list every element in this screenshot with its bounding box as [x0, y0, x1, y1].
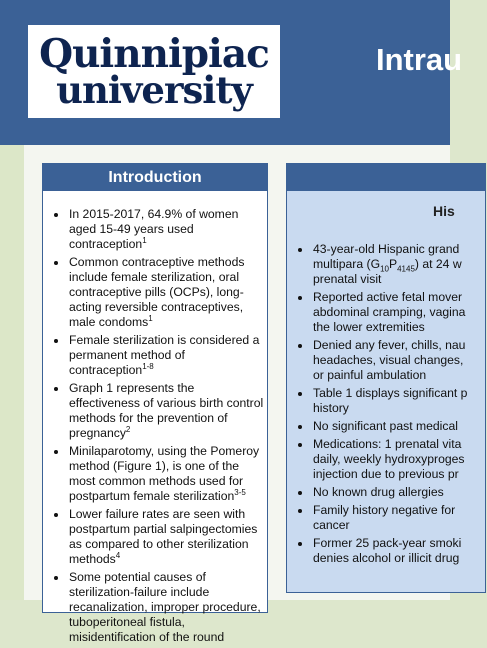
- history-item: [287, 338, 487, 383]
- intro-item: [43, 570, 267, 645]
- citation: 3-5: [234, 487, 246, 497]
- history-line: cancer: [313, 518, 350, 532]
- history-line: daily, weekly hydroxyproges: [313, 452, 465, 466]
- history-line: Medications: 1 prenatal vita: [313, 437, 462, 451]
- logo-text-line1: Quinnipiac: [39, 30, 269, 77]
- history-line: prenatal visit: [313, 272, 382, 286]
- bullet-icon: [54, 261, 58, 265]
- history-line: 43-year-old Hispanic grand: [313, 242, 460, 256]
- bullet-icon: [54, 450, 58, 454]
- intro-item-text: Female sterilization is considered a permanent method of contraception: [69, 333, 260, 377]
- history-item: [287, 419, 487, 434]
- bullet-icon: [54, 213, 58, 217]
- history-line: No significant past medical: [313, 419, 458, 433]
- history-item: [287, 485, 487, 500]
- intro-item-text: Lower failure rates are seen with postpartum partial salpingectomies as compared to other sterilization methods: [69, 507, 258, 566]
- history-item: [287, 536, 487, 566]
- history-line: injection due to previous pr: [313, 467, 459, 481]
- intro-item-text: Common contraceptive methods include female sterilization, oral contraceptive pills (OCPs), long-acting reversible contraceptives, male condoms: [69, 255, 245, 329]
- history-line: Reported active fetal mover: [313, 290, 463, 304]
- intro-item: [43, 507, 267, 567]
- history-item: [287, 386, 487, 416]
- history-line: history: [313, 401, 349, 415]
- logo-text-line2: university: [56, 67, 252, 112]
- citation: 1-8: [142, 361, 154, 371]
- bullet-icon: [298, 509, 302, 513]
- intro-item-text: Some potential causes of sterilization-failure include recanalization, improper procedure, tuboperitoneal fistula, misidentification of the round: [69, 570, 261, 644]
- bullet-icon: [298, 296, 302, 300]
- bullet-icon: [298, 443, 302, 447]
- bullet-icon: [54, 339, 58, 343]
- poster-title: Intrau: [376, 42, 463, 77]
- bullet-icon: [298, 392, 302, 396]
- history-line: Family history negative for: [313, 503, 456, 517]
- intro-item: [43, 255, 267, 330]
- history-item: [287, 437, 487, 482]
- citation: 4: [115, 550, 121, 560]
- intro-item-text: In 2015-2017, 64.9% of women aged 15-49 years used contraception: [69, 207, 239, 251]
- history-line: Former 25 pack-year smoki: [313, 536, 462, 550]
- poster-header: [0, 0, 463, 145]
- history-line: headaches, visual changes,: [313, 353, 464, 367]
- intro-item: [43, 381, 267, 441]
- history-line: multipara $(G_{10}P_{4145})$ at 24 w: [313, 257, 462, 274]
- history-line: Table 1 displays significant p: [313, 386, 468, 400]
- history-heading-bar: [287, 164, 485, 191]
- intro-item: [43, 207, 267, 252]
- history-list: [287, 242, 487, 569]
- history-line: denies alcohol or illicit drug: [313, 551, 460, 565]
- introduction-list: [43, 207, 267, 648]
- citation: 1: [142, 235, 147, 245]
- introduction-panel: [42, 163, 268, 644]
- intro-item: [43, 333, 267, 378]
- university-logo: [28, 25, 280, 118]
- citation: 2: [125, 424, 131, 434]
- bullet-icon: [298, 425, 302, 429]
- bullet-icon: [54, 513, 58, 517]
- history-item: [287, 242, 487, 287]
- bullet-icon: [54, 576, 58, 580]
- history-item: [287, 290, 487, 335]
- bullet-icon: [54, 387, 58, 391]
- intro-item: [43, 444, 267, 504]
- history-subheading: His: [433, 203, 455, 219]
- history-panel: [286, 163, 486, 593]
- introduction-heading: Introduction: [43, 164, 267, 191]
- history-item: [287, 503, 487, 533]
- history-line: the lower extremities: [313, 320, 425, 334]
- intro-item-text: Graph 1 represents the effectiveness of various birth control methods for the prevention of pregnancy: [69, 381, 264, 440]
- history-line: Denied any fever, chills, nau: [313, 338, 466, 352]
- citation: 1: [148, 313, 153, 323]
- history-line: abdominal cramping, vagina: [313, 305, 466, 319]
- bullet-icon: [298, 491, 302, 495]
- intro-item-text: Minilaparotomy, using the Pomeroy method (Figure 1), is one of the most common methods used for postpartum female sterilization: [69, 444, 260, 503]
- history-line: or painful ambulation: [313, 368, 427, 382]
- left-accent-strip: [0, 145, 24, 600]
- history-line: No known drug allergies: [313, 485, 444, 499]
- bullet-icon: [298, 344, 302, 348]
- bullet-icon: [298, 248, 302, 252]
- bullet-icon: [298, 542, 302, 546]
